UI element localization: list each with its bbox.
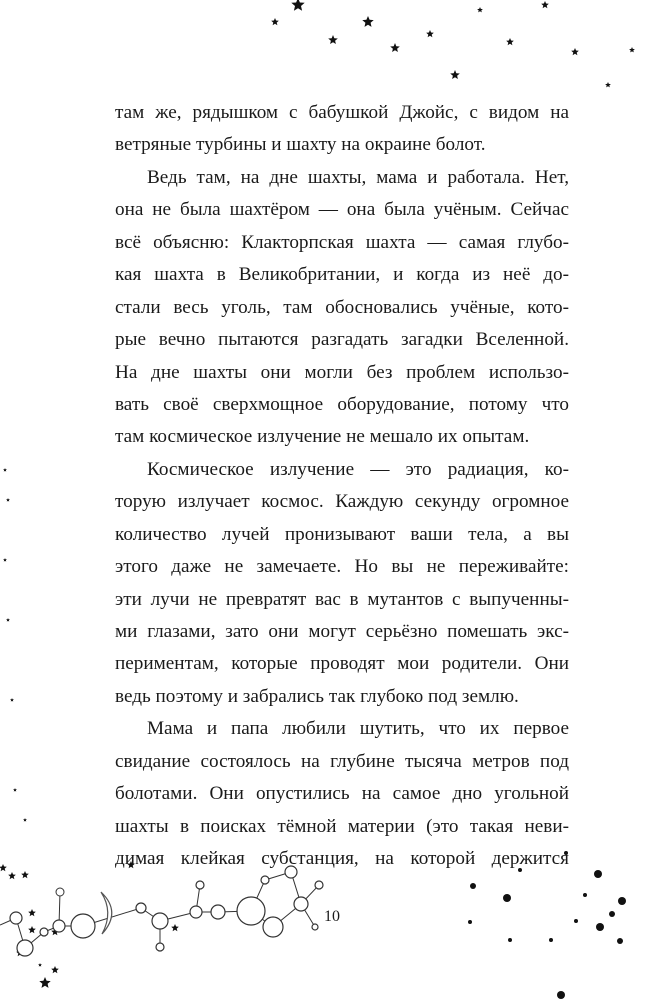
star-icon: [291, 0, 304, 11]
text-line: там космическое излучение не мешало их опытам.: [115, 426, 530, 448]
text-line: этого даже не замечаете. Но вы не переживайте:: [115, 556, 569, 578]
star-icon: [571, 48, 579, 55]
text-line: вать своё сверхмощное оборудование, потому что: [115, 393, 569, 415]
star-icon: [10, 698, 14, 702]
text-line: стали весь уголь, там обосновались учёные, кото-: [115, 296, 569, 318]
text-line: эти лучи не превратят вас в мутантов с выпученны-: [115, 588, 569, 610]
text-line: периментам, которые проводят мои родители. Они: [115, 653, 569, 675]
text-line: Ведь там, на дне шахты, мама и работала. Нет,: [147, 166, 569, 188]
constellation-node: [261, 876, 269, 884]
star-icon: [271, 18, 279, 25]
star-dot: [596, 923, 604, 931]
star-icon: [3, 558, 7, 562]
constellation-node: [17, 940, 33, 956]
text-line: ветряные турбины и шахту на окраине болот.: [115, 134, 486, 156]
constellation-node: [53, 920, 65, 932]
constellation-node: [190, 906, 202, 918]
star-icon: [6, 498, 10, 502]
constellation-node: [237, 897, 265, 925]
star-icon: [171, 924, 179, 931]
text-line: всё объясню: Клакторпская шахта — самая глубо-: [115, 231, 569, 253]
star-icon: [477, 7, 483, 12]
star-dot: [557, 991, 565, 999]
star-icon: [3, 468, 7, 472]
text-line: димая клейкая субстанция, на которой держится: [115, 848, 569, 870]
star-icon: [0, 864, 7, 871]
crescent-moon-icon: [101, 892, 112, 934]
star-dot: [609, 911, 615, 917]
star-dot: [617, 938, 623, 944]
star-icon: [51, 966, 59, 973]
text-line: кая шахта в Великобритании, и когда из неё до-: [115, 264, 569, 286]
star-icon: [6, 618, 10, 622]
constellation-node: [56, 888, 64, 896]
constellation-node: [156, 943, 164, 951]
star-icon: [21, 871, 29, 878]
star-dot: [549, 938, 553, 942]
star-icon: [38, 963, 42, 967]
star-icon: [328, 35, 338, 44]
star-icon: [426, 30, 434, 37]
star-dot: [574, 919, 578, 923]
star-icon: [605, 82, 611, 87]
text-line: там же, рядышком с бабушкой Джойс, с видом на: [115, 102, 569, 123]
text-line: рые вечно пытаются разгадать загадки Вселенной.: [115, 329, 569, 351]
star-dot: [594, 870, 602, 878]
text-line: ми глазами, зато они могут серьёзно помешать экс-: [115, 621, 569, 642]
text-line: свидание состоялось на глубине тысяча метров под: [115, 750, 569, 772]
text-line: Мама и папа любили шутить, что их первое: [147, 718, 569, 740]
constellation-node: [152, 913, 168, 929]
page-number: 10: [324, 908, 340, 925]
star-icon: [541, 1, 549, 8]
star-dot: [468, 920, 472, 924]
star-dot: [618, 897, 626, 905]
text-line: шахты в поисках тёмной материи (это такая неви-: [115, 815, 569, 837]
star-icon: [629, 47, 635, 52]
constellation-node: [136, 903, 146, 913]
text-line: На дне шахты они могли без проблем использо-: [115, 361, 569, 383]
star-dot: [470, 883, 476, 889]
star-dot: [508, 938, 512, 942]
constellation-node: [40, 928, 48, 936]
constellation-node: [263, 917, 283, 937]
body-text: [115, 97, 569, 876]
text-line: ведь поэтому и забрались так глубоко под землю.: [115, 685, 519, 707]
star-icon: [506, 38, 514, 45]
star-icon: [390, 43, 400, 52]
constellation-node: [10, 912, 22, 924]
star-icon: [450, 70, 460, 79]
constellation-node: [312, 924, 318, 930]
text-line: количество лучей пронизывают ваши тела, а вы: [115, 523, 569, 545]
text-line: болотами. Они опустились на самое дно угольной: [115, 783, 569, 805]
star-icon: [8, 872, 16, 879]
constellation-node: [294, 897, 308, 911]
text-line: она не была шахтёром — она была учёным. Сейчас: [115, 199, 569, 221]
constellation-node: [196, 881, 204, 889]
star-dot: [583, 893, 587, 897]
star-icon: [23, 818, 27, 822]
text-line: Космическое излучение — это радиация, ко-: [147, 458, 569, 480]
star-dot: [503, 894, 511, 902]
star-icon: [362, 16, 373, 27]
text-line: торую излучает космос. Каждую секунду огромное: [115, 491, 569, 513]
star-icon: [13, 788, 17, 792]
star-icon: [28, 926, 36, 933]
star-icon: [39, 977, 50, 988]
constellation-node: [315, 881, 323, 889]
constellation-node: [211, 905, 225, 919]
star-icon: [28, 909, 36, 916]
constellation-node: [71, 914, 95, 938]
